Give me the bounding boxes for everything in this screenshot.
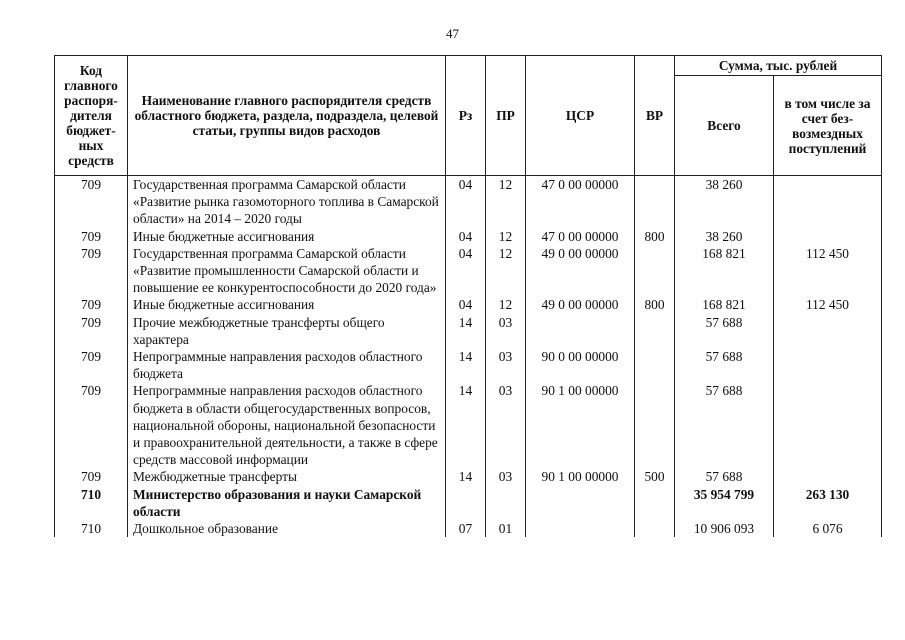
total-cell: 38 260: [675, 228, 774, 245]
pr-cell: 12: [486, 228, 526, 245]
total-cell: 57 688: [675, 348, 774, 382]
vr-cell: [635, 245, 675, 297]
csr-cell: [526, 520, 635, 537]
name-cell: Дошкольное образование: [128, 520, 446, 537]
gratuitous-cell: 263 130: [774, 486, 882, 520]
vr-cell: [635, 176, 675, 228]
name-cell: Государственная программа Самарской области «Развитие рынка газомоторного топлива в Самарской области» на 2014 – 2020 годы: [128, 176, 446, 228]
rz-cell: 04: [446, 176, 486, 228]
header-gratuitous: в том числе за счет без-возмездных поступлений: [774, 76, 882, 176]
rz-cell: [446, 486, 486, 520]
pr-cell: 12: [486, 176, 526, 228]
csr-cell: 47 0 00 00000: [526, 228, 635, 245]
pr-cell: 03: [486, 314, 526, 348]
code-cell: 709: [55, 296, 128, 313]
rz-cell: 14: [446, 468, 486, 485]
gratuitous-cell: [774, 382, 882, 468]
code-cell: 709: [55, 468, 128, 485]
rz-cell: 14: [446, 382, 486, 468]
gratuitous-cell: 112 450: [774, 296, 882, 313]
name-cell: Непрограммные направления расходов областного бюджета: [128, 348, 446, 382]
table-body: [55, 176, 882, 538]
vr-cell: 800: [635, 296, 675, 313]
table-row: [55, 228, 882, 245]
table-header: [55, 56, 882, 176]
csr-cell: 49 0 00 00000: [526, 296, 635, 313]
rz-cell: 14: [446, 314, 486, 348]
table-row: [55, 382, 882, 468]
csr-cell: 49 0 00 00000: [526, 245, 635, 297]
table-row: [55, 468, 882, 485]
budget-table: [54, 55, 882, 537]
vr-cell: 500: [635, 468, 675, 485]
vr-cell: [635, 348, 675, 382]
csr-cell: 47 0 00 00000: [526, 176, 635, 228]
name-cell: Иные бюджетные ассигнования: [128, 228, 446, 245]
vr-cell: [635, 382, 675, 468]
gratuitous-cell: 6 076: [774, 520, 882, 537]
vr-cell: 800: [635, 228, 675, 245]
name-cell: Министерство образования и науки Самарской области: [128, 486, 446, 520]
header-sum: Сумма, тыс. рублей: [675, 56, 882, 76]
rz-cell: 07: [446, 520, 486, 537]
csr-cell: [526, 314, 635, 348]
pr-cell: 03: [486, 468, 526, 485]
code-cell: 710: [55, 486, 128, 520]
table-row: [55, 296, 882, 313]
code-cell: 709: [55, 314, 128, 348]
table-row: [55, 245, 882, 297]
pr-cell: 03: [486, 382, 526, 468]
gratuitous-cell: [774, 314, 882, 348]
gratuitous-cell: 112 450: [774, 245, 882, 297]
header-total: Всего: [675, 76, 774, 176]
pr-cell: 12: [486, 245, 526, 297]
total-cell: 57 688: [675, 382, 774, 468]
table-row: [55, 486, 882, 520]
vr-cell: [635, 486, 675, 520]
table-row: [55, 348, 882, 382]
header-pr: ПР: [486, 56, 526, 176]
total-cell: 168 821: [675, 245, 774, 297]
rz-cell: 14: [446, 348, 486, 382]
code-cell: 709: [55, 382, 128, 468]
code-cell: 709: [55, 176, 128, 228]
table-row: [55, 314, 882, 348]
total-cell: 38 260: [675, 176, 774, 228]
code-cell: 709: [55, 245, 128, 297]
total-cell: 10 906 093: [675, 520, 774, 537]
name-cell: Непрограммные направления расходов областного бюджета в области общегосударственных вопросов, национальной обороны, национальной безопасности и правоохранительной деятельности, а также в сфере средств массовой информации: [128, 382, 446, 468]
code-cell: 710: [55, 520, 128, 537]
header-name: Наименование главного распорядителя средств областного бюджета, раздела, подраздела, целевой статьи, группы видов расходов: [128, 56, 446, 176]
pr-cell: 03: [486, 348, 526, 382]
rz-cell: 04: [446, 296, 486, 313]
name-cell: Иные бюджетные ассигнования: [128, 296, 446, 313]
total-cell: 57 688: [675, 314, 774, 348]
header-code: Код главного распоря-дителя бюджет-ных средств: [55, 56, 128, 176]
total-cell: 35 954 799: [675, 486, 774, 520]
csr-cell: [526, 486, 635, 520]
gratuitous-cell: [774, 176, 882, 228]
header-csr: ЦСР: [526, 56, 635, 176]
name-cell: Государственная программа Самарской области «Развитие промышленности Самарской области и повышение ее конкурентоспособности до 2020 года»: [128, 245, 446, 297]
gratuitous-cell: [774, 348, 882, 382]
total-cell: 168 821: [675, 296, 774, 313]
page-number: 47: [446, 26, 459, 41]
pr-cell: 12: [486, 296, 526, 313]
gratuitous-cell: [774, 228, 882, 245]
csr-cell: 90 1 00 00000: [526, 468, 635, 485]
name-cell: Прочие межбюджетные трансферты общего характера: [128, 314, 446, 348]
header-vr: ВР: [635, 56, 675, 176]
vr-cell: [635, 314, 675, 348]
gratuitous-cell: [774, 468, 882, 485]
code-cell: 709: [55, 348, 128, 382]
pr-cell: 01: [486, 520, 526, 537]
csr-cell: 90 0 00 00000: [526, 348, 635, 382]
pr-cell: [486, 486, 526, 520]
code-cell: 709: [55, 228, 128, 245]
table-row: [55, 520, 882, 537]
rz-cell: 04: [446, 245, 486, 297]
vr-cell: [635, 520, 675, 537]
header-rz: Рз: [446, 56, 486, 176]
name-cell: Межбюджетные трансферты: [128, 468, 446, 485]
rz-cell: 04: [446, 228, 486, 245]
table-row: [55, 176, 882, 228]
total-cell: 57 688: [675, 468, 774, 485]
csr-cell: 90 1 00 00000: [526, 382, 635, 468]
